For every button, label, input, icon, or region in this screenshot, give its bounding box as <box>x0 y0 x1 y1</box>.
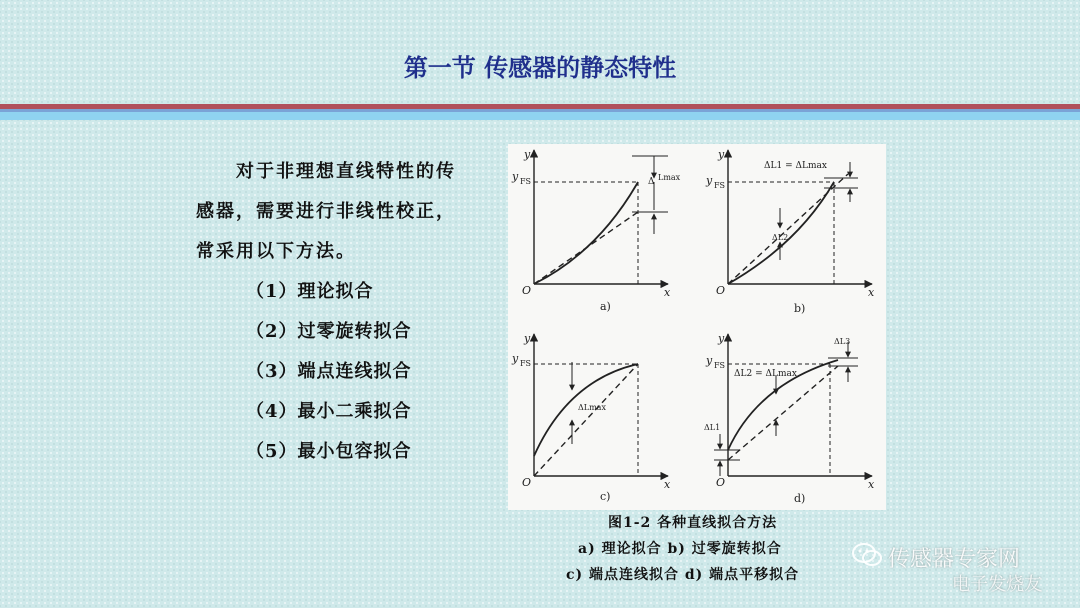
paragraph-line: 对于非理想直线特性的传 <box>236 161 456 182</box>
axis-x-label-c: x <box>664 478 671 491</box>
origin-label-a: O <box>522 284 532 297</box>
intro-paragraph <box>196 152 496 272</box>
yfs-sub-d: FS <box>714 361 726 370</box>
method-item: （4）最小二乘拟合 <box>246 401 412 422</box>
panel-label-d: d) <box>794 492 806 505</box>
delta-b2: ΔL2 <box>772 233 789 242</box>
method-item: （5）最小包容拟合 <box>246 441 412 462</box>
origin-label-c: O <box>522 476 532 489</box>
method-item: （3）端点连线拟合 <box>246 361 412 382</box>
slide-title: 第一节 传感器的静态特性 <box>403 54 677 82</box>
method-list <box>246 272 412 472</box>
paragraph-line: 感器，需要进行非线性校正， <box>196 201 456 222</box>
delta-d1: ΔL1 <box>704 423 721 432</box>
axis-x-label-a: x <box>664 286 671 299</box>
axis-x-label-b: x <box>868 286 875 299</box>
delta-d3: ΔL3 <box>834 337 851 346</box>
yfs-label-d: y <box>706 354 713 367</box>
watermark-text: 传感器专家网 <box>888 547 1021 572</box>
delta-d2: ΔL2 = ΔLmax <box>734 369 797 379</box>
delta-c: ΔLmax <box>578 403 606 412</box>
paragraph-line: 常采用以下方法。 <box>196 241 356 262</box>
panel-label-b: b) <box>794 302 806 315</box>
yfs-sub-c: FS <box>520 359 532 368</box>
yfs-sub-b: FS <box>714 181 726 190</box>
panel-label-a: a) <box>600 300 611 313</box>
figure-caption-title: 图1-2 各种直线拟合方法 <box>608 515 778 531</box>
yfs-label-b: y <box>706 174 713 187</box>
yfs-label-a: y <box>512 170 519 183</box>
axis-y-label-d: y <box>718 332 725 345</box>
watermark <box>852 540 1074 600</box>
figure-caption-line: c) 端点连线拟合 d) 端点平移拟合 <box>566 567 800 583</box>
panel-label-c: c) <box>600 490 611 503</box>
panel-d <box>714 334 872 476</box>
delta-b1: ΔL1 = ΔLmax <box>764 161 827 171</box>
yfs-label-c: y <box>512 352 519 365</box>
axis-x-label-d: x <box>868 478 875 491</box>
origin-label-b: O <box>716 284 726 297</box>
axis-y-label-b: y <box>718 148 725 161</box>
wechat-icon <box>852 542 882 568</box>
fitting-methods-figure <box>508 144 886 510</box>
method-item: （2）过零旋转拟合 <box>246 321 412 342</box>
axis-y-label-a: y <box>524 148 531 161</box>
watermark-subtext: 电子发烧友 <box>952 574 1042 595</box>
yfs-sub-a: FS <box>520 177 532 186</box>
panel-a <box>534 150 668 284</box>
origin-label-d: O <box>716 476 726 489</box>
header-band-light <box>0 112 1080 120</box>
figure-panel <box>508 144 886 510</box>
figure-caption-line: a) 理论拟合 b) 过零旋转拟合 <box>578 541 782 557</box>
axis-y-label-c: y <box>524 332 531 345</box>
delta-a: Δ <box>648 177 655 187</box>
delta-sub-a: Lmax <box>658 173 681 182</box>
method-item: （1）理论拟合 <box>246 281 374 302</box>
